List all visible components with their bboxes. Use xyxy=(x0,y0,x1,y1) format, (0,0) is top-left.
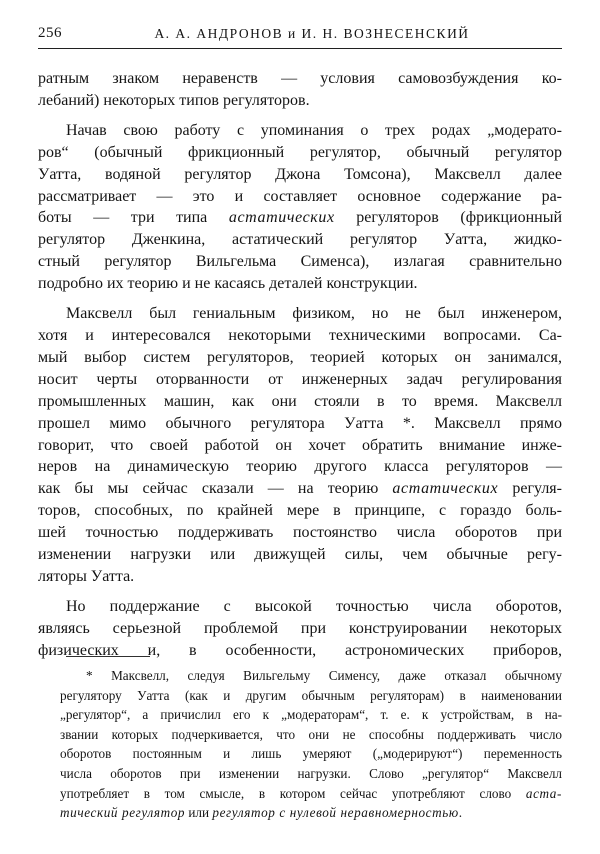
footnote-divider xyxy=(66,656,150,657)
italic-term: аста- xyxy=(525,785,562,801)
text-line: являясь серьезной проблемой при конструировании некоторых xyxy=(38,619,562,637)
text-run: употребляет в том смысле, в котором сейчас употребляют слово xyxy=(60,785,526,801)
text-line: прошел мимо обычного регулятора Уатта *. Максвелл прямо xyxy=(38,414,562,432)
text-line: хотя и интересовался некоторыми техническими вопросами. Са- xyxy=(38,326,562,344)
text-line: подробно их теорию и не касаясь деталей конструкции. xyxy=(38,275,418,293)
text-line: физических и, в особенности, астрономических приборов, xyxy=(38,641,562,659)
text-line: мый выбор систем регуляторов, теорией которых он занимался, xyxy=(38,348,562,366)
page-number: 256 xyxy=(38,25,62,41)
paragraph-gap xyxy=(38,112,562,120)
footnote-line xyxy=(60,784,562,804)
text-run: или xyxy=(185,805,213,821)
text-line: Максвелл был гениальным физиком, но не был инженером, xyxy=(66,305,562,323)
footnote-line: регулятору Уатта (как и другим обычным регуляторам) в наименовании xyxy=(60,687,562,703)
running-head: А. А. АНДРОНОВ и И. Н. ВОЗНЕСЕНСКИЙ xyxy=(154,26,470,41)
text-run: как бы мы сейчас сказали — на теорию xyxy=(38,480,393,498)
text-line: регулятор Дженкина, астатический регулятор Уатта, жидко- xyxy=(38,231,562,249)
text-line: ров“ (обычный фрикционный регулятор, обычный регулятор xyxy=(38,143,562,161)
text-line: неров на динамическую теорию другого класса регуляторов — xyxy=(38,458,562,476)
text-run: . xyxy=(458,805,463,821)
footnote-line xyxy=(60,803,562,823)
text-line: ляторы Уатта. xyxy=(38,567,135,585)
text-line: изменении нагрузки или движущей силы, чем обычные регу- xyxy=(38,546,562,564)
text-line: Уатта, водяной регулятор Джона Томсона), Максвелл далее xyxy=(38,165,562,183)
footnote xyxy=(60,666,562,823)
text-line: торов, способных, по крайней мере в принципе, с гораздо боль- xyxy=(38,502,562,520)
text-line: стный регулятор Вильгельма Сименса), излагая сравнительно xyxy=(38,253,562,271)
text-line xyxy=(38,478,562,500)
text-line xyxy=(38,207,562,229)
italic-term: астатических xyxy=(228,209,335,227)
text-run: регуляторов (фрикционный xyxy=(334,209,563,227)
footnote-line: * Максвелл, следуя Вильгельму Сименсу, даже отказал обычному xyxy=(86,668,562,683)
text-line: лебаний) некоторых типов регуляторов. xyxy=(38,91,310,109)
italic-term: астатических xyxy=(392,480,499,498)
text-run: боты — три типа xyxy=(38,209,229,227)
footnote-line: оборотов постоянным и лишь умеряют („модерируют“) переменность xyxy=(60,746,562,762)
text-line: Начав свою работу с упоминания о трех родах „модерато- xyxy=(66,121,562,139)
text-run: регуля- xyxy=(498,480,562,498)
italic-term: регулятор с нулевой неравномерностью xyxy=(212,805,459,821)
footnote-line: числа оборотов при изменении нагрузки. Слово „регулятор“ Максвелл xyxy=(60,765,562,781)
page-header xyxy=(38,18,562,49)
text-line: говорит, что своей работой он хочет обратить внимание инже- xyxy=(38,436,562,454)
text-line: шей точностью поддерживать постоянство числа оборотов при xyxy=(38,524,562,542)
paragraph-gap xyxy=(38,295,562,303)
footnote-line: звании которых подчеркивается, что они не способны поддерживать число xyxy=(60,726,562,742)
text-line: Но поддержание с высокой точностью числа оборотов, xyxy=(66,597,562,615)
text-line: носит черты оторванности от инженерных задач регулирования xyxy=(38,370,562,388)
main-text xyxy=(38,68,562,662)
text-line: рассматривает — это и составляет основное содержание ра- xyxy=(38,187,562,205)
italic-term: тический регулятор xyxy=(60,805,186,821)
text-line: ратным знаком неравенств — условия самовозбуждения ко- xyxy=(38,70,562,87)
text-line: промышленных машин, как они стояли в то время. Максвелл xyxy=(38,392,562,410)
paragraph-gap xyxy=(38,588,562,596)
footnote-line: „регулятор“, а причислил его к „модераторам“, т. е. к устройствам, в на- xyxy=(60,707,562,723)
